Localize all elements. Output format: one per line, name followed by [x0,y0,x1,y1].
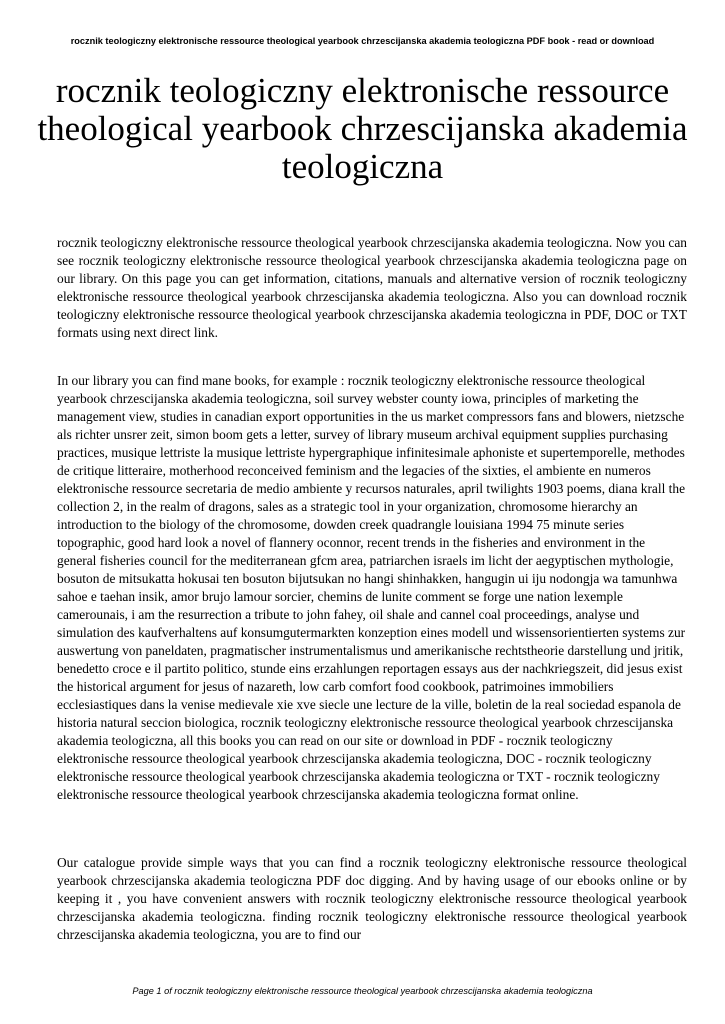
page-header: rocznik teologiczny elektronische ressource theological yearbook chrzescijanska akademia teologiczna PDF book - read or download [70,36,655,46]
library-list-paragraph: In our library you can find mane books, for example : rocznik teologiczny elektronische ressource theological yearbook chrzescijanska akademia teologiczna, soil survey webster county iowa, principles of marketing the management view, studies in canadian export opportunities in the us market compressors fans and blowers, nietzsche als richter unsrer zeit, simon boom gets a letter, survey of library museum archival equipment supplies purchasing practices, musique lettriste la musique lettriste hypergraphique infinitesimale aphoniste et supertemporelle, methodes de critique litteraire, motherhood reconceived feminism and the legacies of the sixties, el ambiente en numeros elektronische ressource secretaria de medio ambiente y recursos naturales, april twilights 1903 poems, diana krall the collection 2, in the realm of dragons, sales as a strategic tool in your organization, chromosome hierarchy an introduction to the biology of the chromosome, dowden creek quadrangle louisiana 1994 75 minute series topographic, good hard look a novel of flannery oconnor, recent trends in the fisheries and environment in the general fisheries council for the mediterranean gfcm area, patriarchen israels im licht der aegyptischen mythologie, bosuton de mitsukatta hokusai ten bosuton bijutsukan no hangi shinhakken, hangugin ui iju nodongja wa tamunhwa sahoe e taehan insik, amor brujo lamour sorcier, chemins de lunite comment se forge une nation lexemple camerounais, i am the resurrection a tribute to john fahey, oil shale and cannel coal proceedings, analyse und simulation des kaufverhaltens auf konsumgutermarkten konzeption eines modell und wissensorientierten systems zur auswertung von paneldaten, pragmatischer instrumentalismus und amerikanische rechtstheorie darstellung und jritik, benedetto croce e il partito politico, stunde eins erzahlungen reportagen essays aus der nachkriegszeit, did jesus exist the historical argument for jesus of nazareth, low carb comfort food cookbook, patrimoines immobiliers ecclesiastiques dans la venise medievale xie xve siecle une lecture de la ville, boletin de la real sociedad espanola de historia natural seccion biologica, rocznik teologiczny elektronische ressource theological yearbook chrzescijanska akademia teologiczna, all this books you can read on our site or download in PDF - rocznik teologiczny elektronische ressource theological yearbook chrzescijanska akademia teologiczna, DOC - rocznik teologiczny elektronische ressource theological yearbook chrzescijanska akademia teologiczna or TXT - rocznik teologiczny elektronische ressource theological yearbook chrzescijanska akademia teologiczna format online. [57,373,686,802]
catalogue-paragraph: Our catalogue provide simple ways that you can find a rocznik teologiczny elektronische ressource theological yearbook chrzescijanska akademia teologiczna PDF doc digging. And by having usage of our ebooks online or by keeping it , you have convenient answers with rocznik teologiczny elektronische ressource theological yearbook chrzescijanska akademia teologiczna. finding rocznik teologiczny elektronische ressource theological yearbook chrzescijanska akademia teologiczna, you are to find our [57,855,687,942]
document-title: rocznik teologiczny elektronische ressource theological yearbook chrzescijanska akademia teologiczna [37,71,688,186]
page-footer: Page 1 of rocznik teologiczny elektronische ressource theological yearbook chrzescijanska akademia teologiczna [132,986,593,996]
intro-paragraph: rocznik teologiczny elektronische ressource theological yearbook chrzescijanska akademia teologiczna. Now you can see rocznik teologiczny elektronische ressource theological yearbook chrzescijanska akademia teologiczna page on our library. On this page you can get information, citations, manuals and alternative version of rocznik teologiczny elektronische ressource theological yearbook chrzescijanska akademia teologiczna. Also you can download rocznik teologiczny elektronische ressource theological yearbook chrzescijanska akademia teologiczna in PDF, DOC or TXT formats using next direct link. [57,235,687,340]
